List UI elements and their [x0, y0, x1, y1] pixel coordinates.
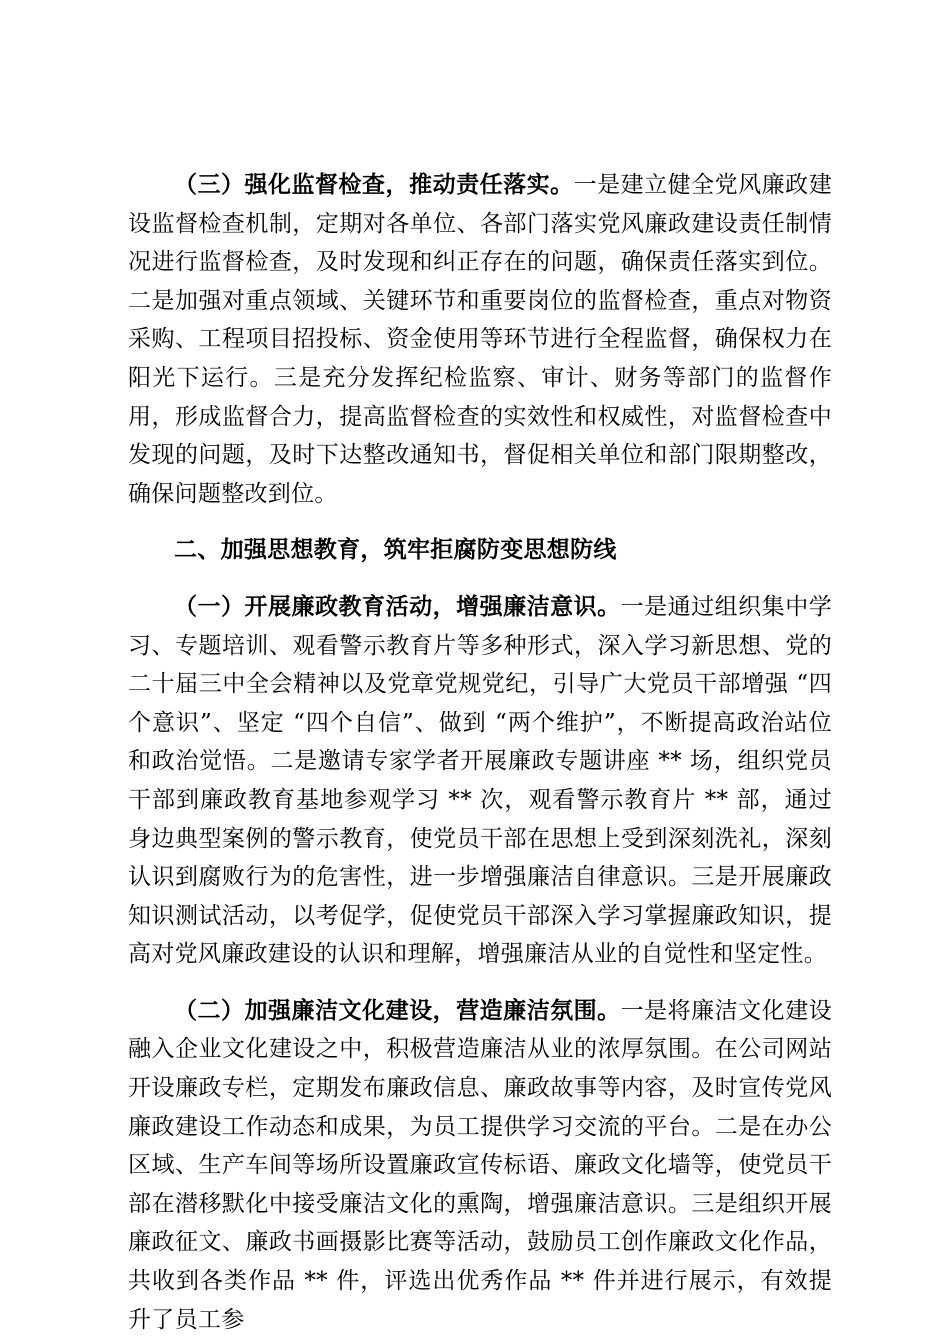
paragraph-body: 一是将廉洁文化建设融入企业文化建设之中，积极营造廉洁从业的浓厚氛围。在公司网站开设廉政专栏，定期发布廉政信息、廉政故事等内容，及时宣传党风廉政建设工作动态和成果，为员工提供学习交流的平台。二是在办公区域、生产车间等场所设置廉政宣传标语、廉政文化墙等，使党员干部在潜移默化中接受廉洁文化的熏陶，增强廉洁意识。三是组织开展廉政征文、廉政书画摄影比赛等活动，鼓励员工创作廉政文化作品，共收到各类作品 ** 件，评选出优秀作品 ** 件并进行展示，有效提升了员工参: [128, 997, 832, 1333]
paragraph-lead: （三）强化监督检查，推动责任落实。: [174, 171, 574, 198]
document-page: [128, 166, 832, 1339]
paragraph-supervision: [128, 166, 832, 513]
section-heading: 二、加强思想教育，筑牢拒腐防变思想防线: [174, 536, 617, 564]
paragraph-lead: （二）加强廉洁文化建设，营造廉洁氛围。: [174, 996, 621, 1024]
paragraph-body: 一是通过组织集中学习、专题培训、观看警示教育片等多种形式，深入学习新思想、党的二十届三中全会精神以及党章党规党纪，引导广大党员干部增强 “四个意识”、坚定 “四个自信”、做到 “两个维护”，不断提高政治站位和政治觉悟。二是邀请专家学者开展廉政专题讲座 ** 场，组织党员干部到廉政教育基地参观学习 ** 次，观看警示教育片 ** 部，通过身边典型案例的警示教育，使党员干部在思想上受到深刻洗礼，深刻认识到腐败行为的危害性，进一步增强廉洁自律意识。三是开展廉政知识测试活动，以考促学，促使党员干部深入学习掌握廉政知识，提高对党风廉政建设的认识和理解，增强廉洁从业的自觉性和坚定性。: [128, 593, 832, 968]
paragraph-culture: [128, 992, 832, 1339]
paragraph-education: [128, 588, 832, 974]
paragraph-body: 一是建立健全党风廉政建设监督检查机制，定期对各单位、各部门落实党风廉政建设责任制情况进行监督检查，及时发现和纠正存在的问题，确保责任落实到位。二是加强对重点领域、关键环节和重要岗位的监督检查，重点对物资采购、工程项目招投标、资金使用等环节进行全程监督，确保权力在阳光下运行。三是充分发挥纪检监察、审计、财务等部门的监督作用，形成监督合力，提高监督检查的实效性和权威性，对监督检查中发现的问题，及时下达整改通知书，督促相关单位和部门限期整改，确保问题整改到位。: [128, 172, 832, 507]
paragraph-lead: （一）开展廉政教育活动，增强廉洁意识。: [174, 592, 621, 620]
